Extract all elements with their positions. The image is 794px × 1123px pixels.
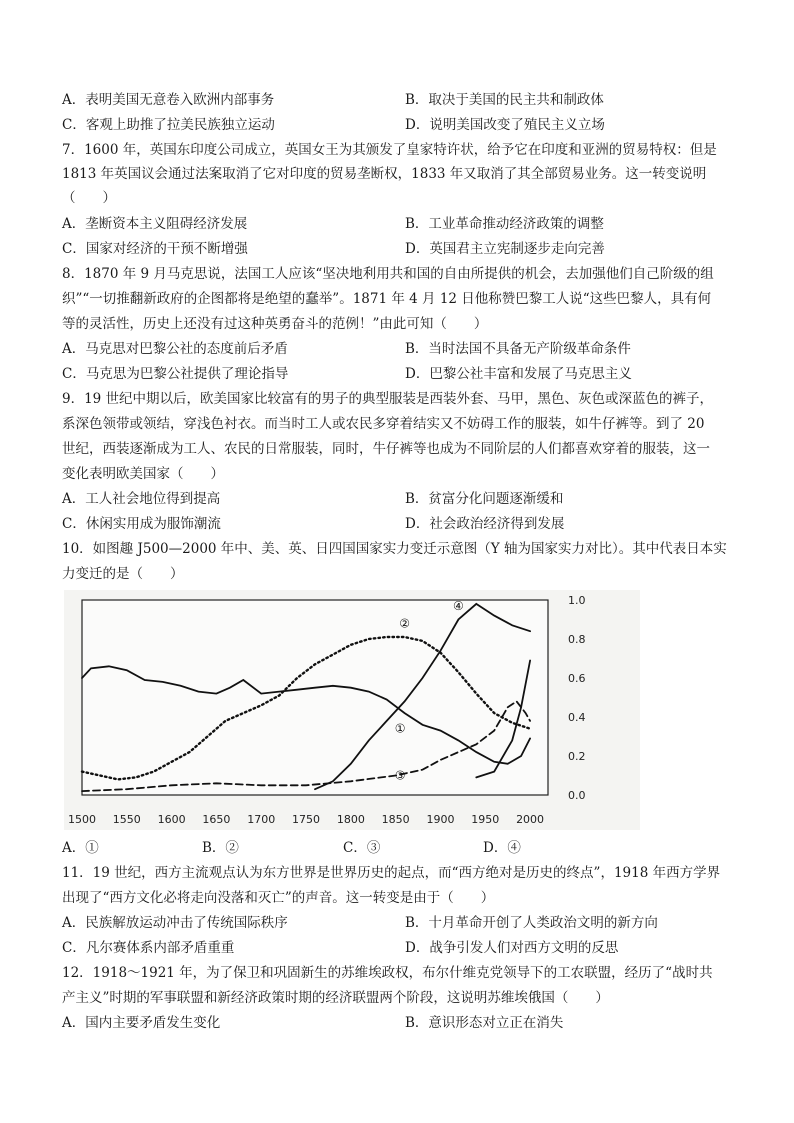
option-c[interactable]: C．③	[343, 840, 381, 856]
option-b[interactable]: B．取决于美国的民主共和制政体	[405, 92, 604, 108]
question-11-stem-line: 11．19 世纪，西方主流观点认为东方世界是世界历史的起点，而“西方绝对是历史的终点”，1918 年西方学界	[62, 865, 721, 881]
x-tick-label: 2000	[516, 813, 545, 826]
option-a[interactable]: A．①	[62, 840, 99, 856]
option-b[interactable]: B．工业革命推动经济政策的调整	[405, 216, 604, 232]
option-row	[62, 838, 742, 858]
option-row	[62, 514, 742, 534]
option-b[interactable]: B．贫富分化问题逐渐缓和	[405, 491, 564, 507]
option-row	[62, 339, 742, 359]
question-7-stem-line: 1813 年英国议会通过法案取消了它对印度的贸易垄断权，1833 年又取消了其全部贸易业务。这一转变说明	[62, 166, 707, 182]
question-9-stem-line: 变化表明欧美国家（ ）	[62, 466, 224, 482]
option-row	[62, 938, 742, 958]
option-c[interactable]: C．休闲实用成为服饰潮流	[62, 516, 221, 532]
question-7-stem-line: 7．1600 年，英国东印度公司成立，英国女王为其颁发了皇家特许状，给予它在印度和亚洲的贸易特权：但是	[62, 142, 717, 158]
option-a[interactable]: A．民族解放运动冲击了传统国际秩序	[62, 915, 288, 931]
y-tick-label: 0.0	[568, 789, 586, 802]
option-row	[62, 489, 742, 509]
question-9-stem-line: 世纪，西装逐渐成为工人、农民的日常服装，同时，牛仔裤等也成为不同阶层的人们都喜欢穿着的服装，这一	[62, 441, 710, 457]
option-row	[62, 214, 742, 234]
y-tick-label: 1.0	[568, 594, 586, 607]
option-c[interactable]: C．凡尔赛体系内部矛盾重重	[62, 940, 235, 956]
option-a[interactable]: A．工人社会地位得到提高	[62, 491, 221, 507]
x-tick-label: 1750	[292, 813, 321, 826]
x-tick-label: 1650	[202, 813, 231, 826]
x-tick-label: 1950	[471, 813, 500, 826]
question-9-stem-line: 系深色领带或领结，穿浅色衬衣。而当时工人或农民多穿着结实又不妨碍工作的服装，如牛仔裤等。到了 20	[62, 416, 705, 432]
x-tick-label: 1700	[247, 813, 276, 826]
question-8-stem-line: 织”“一切推翻新政府的企图都将是绝望的蠢举”。1871 年 4 月 12 日他称赞巴黎工人说“这些巴黎人，具有何	[62, 291, 712, 307]
y-tick-label: 0.2	[568, 750, 586, 763]
series-marker-3: ③	[394, 768, 406, 783]
option-c[interactable]: C．马克思为巴黎公社提供了理论指导	[62, 366, 289, 382]
question-10-stem-line: 力变迁的是（ ）	[62, 566, 184, 582]
option-row	[62, 364, 742, 384]
line-chart-svg	[64, 590, 640, 830]
option-a[interactable]: A．国内主要矛盾发生变化	[62, 1015, 221, 1031]
option-row	[62, 913, 742, 933]
x-tick-label: 1600	[157, 813, 186, 826]
x-tick-label: 1850	[381, 813, 410, 826]
option-a[interactable]: A．马克思对巴黎公社的态度前后矛盾	[62, 341, 288, 357]
national-power-chart	[64, 590, 640, 830]
option-row	[62, 90, 742, 110]
y-tick-label: 0.8	[568, 633, 586, 646]
x-tick-label: 1500	[68, 813, 96, 826]
option-d[interactable]: D．战争引发人们对西方文明的反思	[405, 940, 619, 956]
question-12-stem-line: 12．1918～1921 年，为了保卫和巩固新生的苏维埃政权，布尔什维克党领导下的工农联盟，经历了“战时共	[62, 965, 713, 981]
option-d[interactable]: D．④	[483, 840, 521, 856]
option-b[interactable]: B．意识形态对立正在消失	[405, 1015, 564, 1031]
option-d[interactable]: D．说明美国改变了殖民主义立场	[405, 117, 605, 133]
option-b[interactable]: B．十月革命开创了人类政治文明的新方向	[405, 915, 658, 931]
option-row	[62, 1013, 742, 1033]
x-tick-label: 1550	[112, 813, 141, 826]
option-a[interactable]: A．垄断资本主义阻碍经济发展	[62, 216, 248, 232]
question-7-answer-blank: （ ）	[62, 190, 116, 206]
question-8-stem-line: 等的灵活性，历史上还没有过这种英勇奋斗的范例！”由此可知（ ）	[62, 316, 488, 332]
option-d[interactable]: D．巴黎公社丰富和发展了马克思主义	[405, 366, 632, 382]
question-8-stem-line: 8．1870 年 9 月马克思说，法国工人应该“坚决地利用共和国的自由所提供的机会，去加强他们自己阶级的组	[62, 266, 714, 282]
x-tick-label: 1900	[426, 813, 455, 826]
question-11-stem-line: 出现了“西方文化必将走向没落和灭亡”的声音。这一转变是由于（ ）	[62, 890, 495, 906]
plot-frame	[82, 600, 548, 795]
option-c[interactable]: C．国家对经济的干预不断增强	[62, 241, 248, 257]
x-tick-label: 1800	[336, 813, 365, 826]
series-marker-1: ①	[394, 721, 406, 736]
y-tick-label: 0.4	[568, 711, 586, 724]
series-marker-4: ④	[453, 598, 464, 613]
question-12-stem-line: 产主义”时期的军事联盟和新经济政策时期的经济联盟两个阶段，这说明苏维埃俄国（ ）	[62, 990, 609, 1006]
option-row	[62, 115, 742, 135]
option-c[interactable]: C．客观上助推了拉美民族独立运动	[62, 117, 275, 133]
option-b[interactable]: B．②	[202, 840, 239, 856]
question-9-stem-line: 9．19 世纪中期以后，欧美国家比较富有的男子的典型服装是西装外套、马甲，黑色、灰色或深蓝色的裤子，	[62, 391, 714, 407]
option-row	[62, 239, 742, 259]
series-marker-2: ②	[399, 616, 410, 631]
question-10-stem-line: 10．如图趣 J500—2000 年中、美、英、日四国国家实力变迁示意图（Y 轴为国家实力对比）。其中代表日本实	[62, 541, 727, 557]
option-a[interactable]: A．表明美国无意卷入欧洲内部事务	[62, 92, 275, 108]
option-d[interactable]: D．英国君主立宪制逐步走向完善	[405, 241, 605, 257]
option-d[interactable]: D．社会政治经济得到发展	[405, 516, 565, 532]
y-tick-label: 0.6	[568, 672, 586, 685]
option-b[interactable]: B．当时法国不具备无产阶级革命条件	[405, 341, 631, 357]
